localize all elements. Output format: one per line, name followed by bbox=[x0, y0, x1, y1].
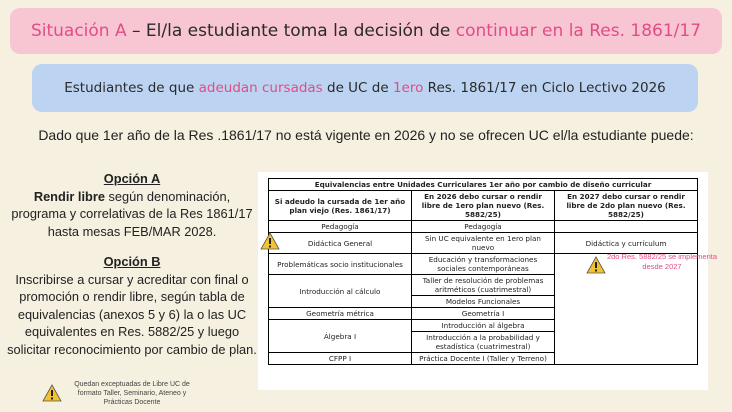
table-cell: Introducción a la probabilidad y estadística (cuatrimestral) bbox=[412, 332, 555, 353]
option-a-body bbox=[6, 188, 258, 241]
subtitle-text-2: de UC de bbox=[322, 80, 393, 96]
table-title: Equivalencias entre Unidades Curriculares 1er año por cambio de diseño curricular bbox=[269, 179, 698, 191]
table-header-2027: En 2027 debo cursar o rendir libre de 2do plan nuevo (Res. 5882/25) bbox=[555, 191, 698, 221]
table-header-old-plan: Si adeudo la cursada de 1er año plan viejo (Res. 1861/17) bbox=[269, 191, 412, 221]
title-prefix: Situación A bbox=[30, 21, 127, 41]
subtitle-highlight-1: adeudan cursadas bbox=[198, 80, 323, 96]
subtitle-highlight-2: 1ero bbox=[392, 80, 424, 96]
table-cell: Introducción al álgebra bbox=[412, 320, 555, 332]
table-cell: Geometría métrica bbox=[269, 308, 412, 320]
table-cell: Taller de resolución de problemas aritméticos (cuatrimestral) bbox=[412, 275, 555, 296]
table-cell: Pedagogía bbox=[269, 221, 412, 233]
table-cell: Introducción al cálculo bbox=[269, 275, 412, 308]
exception-note: Quedan exceptuadas de Libre UC de formato Taller, Seminario, Ateneo y Prácticas Docente bbox=[74, 381, 190, 406]
table-cell: Sin UC equivalente en 1ero plan nuevo bbox=[412, 233, 555, 254]
table-cell: Pedagogía bbox=[412, 221, 555, 233]
options-panel bbox=[6, 170, 258, 358]
title-text: – El/la estudiante toma la decisión de bbox=[126, 21, 456, 41]
option-a-text: según denominación, programa y correlativas de la Res 1861/17 hasta mesas FEB/MAR 2028. bbox=[11, 188, 253, 239]
table-cell: Práctica Docente I (Taller y Terreno) bbox=[412, 353, 555, 365]
table-cell: Problemáticas socio institucionales bbox=[269, 254, 412, 275]
warning-icon bbox=[42, 384, 62, 402]
table-cell: Modelos Funcionales bbox=[412, 296, 555, 308]
title-highlight: continuar en la Res. 1861/17 bbox=[455, 21, 702, 41]
equivalences-table-panel bbox=[258, 172, 708, 390]
implementation-note: 2do Res. 5882/25 se implementa desde 2027 bbox=[606, 252, 718, 271]
table-cell: Educación y transformaciones sociales contemporáneas bbox=[412, 254, 555, 275]
option-a-bold: Rendir libre bbox=[33, 188, 105, 204]
table-header-2026: En 2026 debo cursar o rendir libre de 1ero plan nuevo (Res. 5882/25) bbox=[412, 191, 555, 221]
subtitle-text-3: Res. 1861/17 en Ciclo Lectivo 2026 bbox=[423, 80, 666, 96]
intro-text: Dado que 1er año de la Res .1861/17 no está vigente en 2026 y no se ofrecen UC el/la estudiante puede: bbox=[38, 127, 694, 143]
table-cell: Álgebra I bbox=[269, 320, 412, 353]
subtitle-text-1: Estudiantes de que bbox=[64, 80, 199, 96]
table-cell: Geometría I bbox=[412, 308, 555, 320]
table-cell: Didáctica General bbox=[269, 233, 412, 254]
table-cell: CFPP I bbox=[269, 353, 412, 365]
option-a-title: Opción A bbox=[103, 171, 161, 186]
table-cell bbox=[555, 221, 698, 233]
warning-icon bbox=[260, 232, 280, 250]
option-b-text: Inscribirse a cursar y acreditar con final o promoción o rendir libre, según tabla de equivalencias (anexos 5 y 6) la o las UC equivalentes en Res. 5882/25 y luego solicitar reconocimiento por cambio de plan. bbox=[7, 271, 257, 357]
subtitle-banner bbox=[32, 64, 698, 112]
table-cell: Didáctica y currículum bbox=[555, 233, 698, 254]
option-b-title: Opción B bbox=[103, 254, 161, 269]
title-banner bbox=[10, 8, 722, 54]
warning-icon bbox=[586, 256, 606, 274]
